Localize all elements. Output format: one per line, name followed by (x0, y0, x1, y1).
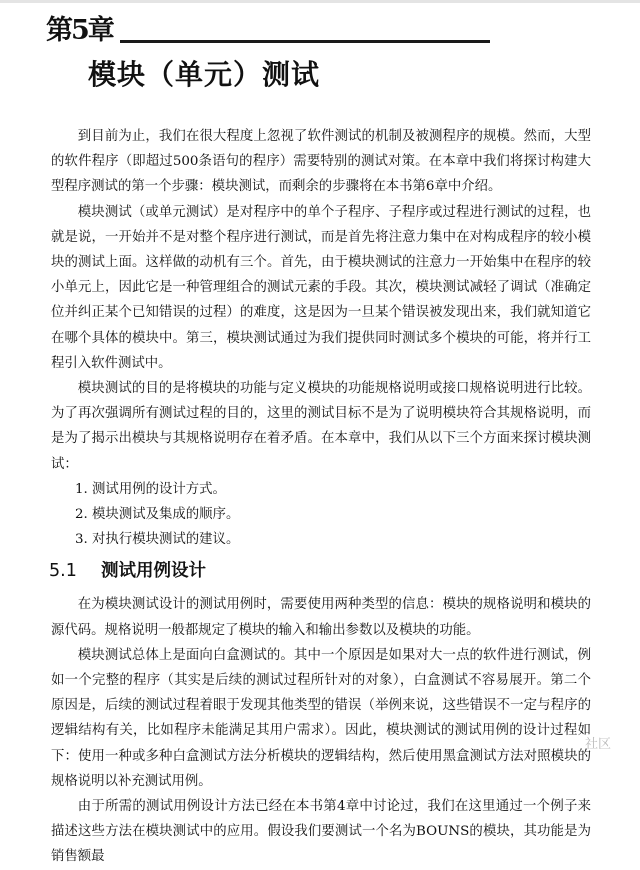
section-paragraph: 在为模块测试设计的测试用例时，需要使用两种类型的信息：模块的规格说明和模块的源代码。规格说明一般都规定了模块的输入和输出参数以及模块的功能。 (51, 597, 591, 638)
section-number: 5.1 (49, 561, 77, 582)
intro-paragraph: 模块测试的目的是将模块的功能与定义模块的功能规格说明或接口规格说明进行比较。为了再次强调所有测试过程的目的，这里的测试目标不是为了说明模块符合其规格说明，而是为了揭示出模块与其规格说明存在着矛盾。在本章中，我们从以下三个方面来探讨模块测试： (51, 381, 591, 472)
section-title: 测试用例设计 (101, 561, 206, 582)
list-item: 1. 测试用例的设计方式。 (75, 481, 226, 497)
section-paragraph: 模块测试总体上是面向白盒测试的。其中一个原因是如果对大一点的软件进行测试，例如一个完整的程序（其实是后续的测试过程所针对的对象），白盒测试不容易展开。第二个原因是，后续的测试过程着眼于发现其他类型的错误（举例来说，这些错误不一定与程序的逻辑结构有关，比如程序未能满足其用户需求）。因此，模块测试的测试用例的设计过程如下：使用一种或多种白盒测试方法分析模块的逻辑结构，然后使用黑盒测试方法对照模块的规格说明以补充测试用例。 (51, 647, 591, 789)
watermark: 社区 (585, 737, 612, 752)
chapter-label: 第5章 (46, 15, 113, 46)
list-item: 2. 模块测试及集成的顺序。 (75, 507, 240, 523)
intro-paragraph: 模块测试（或单元测试）是对程序中的单个子程序、子程序或过程进行测试的过程，也就是说，一开始并不是对整个程序进行测试，而是首先将注意力集中在对构成程序的较小模块的测试上面。这样做的动机有三个。首先，由于模块测试的注意力一开始集中在程序的较小单元上，因此它是一种管理组合的测试元素的手段。其次，模块测试减轻了调试（准确定位并纠正某个已知错误的过程）的难度，这是因为一旦某个错误被发现出来，我们就知道它在哪个具体的模块中。第三，模块测试通过为我们提供同时测试多个模块的可能，将并行工程引入软件测试中。 (51, 204, 591, 371)
intro-paragraph: 到目前为止，我们在很大程度上忽视了软件测试的机制及被测程序的规模。然而，大型的软件程序（即超过500条语句的程序）需要特别的测试对策。在本章中我们将探讨构建大型程序测试的第一个步骤：模块测试，而剩余的步骤将在本书第6章中介绍。 (51, 129, 591, 195)
chapter-rule-divider (120, 40, 490, 43)
list-item: 3. 对执行模块测试的建议。 (75, 532, 240, 548)
chapter-title: 模块（单元）测试 (88, 58, 321, 91)
section-heading (49, 556, 591, 586)
section-paragraph: 由于所需的测试用例设计方法已经在本书第4章中讨论过，我们在这里通过一个例子来描述这些方法在模块测试中的应用。假设我们要测试一个名为BOUNS的模块，其功能是为销售额最 (51, 799, 591, 865)
topic-list (51, 477, 591, 553)
page-body (51, 124, 591, 870)
page-top-border (0, 0, 640, 3)
